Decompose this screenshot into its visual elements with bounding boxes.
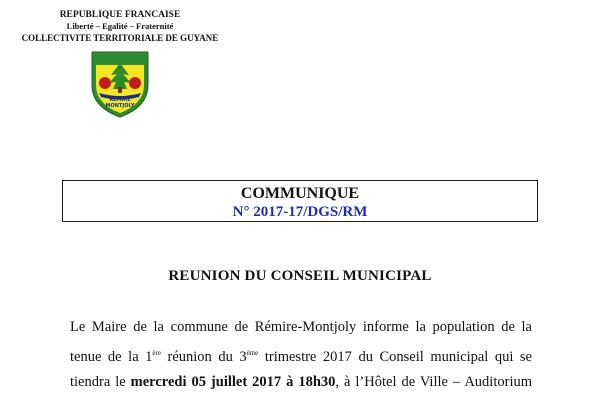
section-heading: REUNION DU CONSEIL MUNICIPAL [168,268,432,284]
ordinal-superscript: ème [246,348,259,357]
communique-box [62,180,538,222]
country-name: REPUBLIQUE FRANCAISE [59,10,181,20]
body-line-1: Le Maire de la commune de Rémire-Montjoly informe la population de la [70,319,532,335]
body-line-3: tiendra le mercredi 05 juillet 2017 à 18h30, à l’Hôtel de Ville – Auditorium [70,374,533,390]
svg-text:MONTJOLY: MONTJOLY [105,103,135,109]
svg-text:REMIRE: REMIRE [109,97,131,103]
national-motto: Liberté – Egalité – Fraternité [66,21,174,31]
body-line-2: tenue de la 1ère réunion du 3ème trimestre 2017 du Conseil municipal qui se [70,348,532,365]
communique-number: N° 2017-17/DGS/RM [232,204,368,220]
ordinal-superscript: ère [152,348,161,357]
collectivity-name: COLLECTIVITE TERRITORIALE DE GUYANE [21,33,219,43]
coat-of-arms-icon [89,49,151,119]
communique-title: COMMUNIQUE [240,185,360,202]
meeting-date-time: mercredi 05 juillet 2017 à 18h30 [130,374,336,390]
announcement-body [70,315,532,396]
letterhead [12,9,228,44]
